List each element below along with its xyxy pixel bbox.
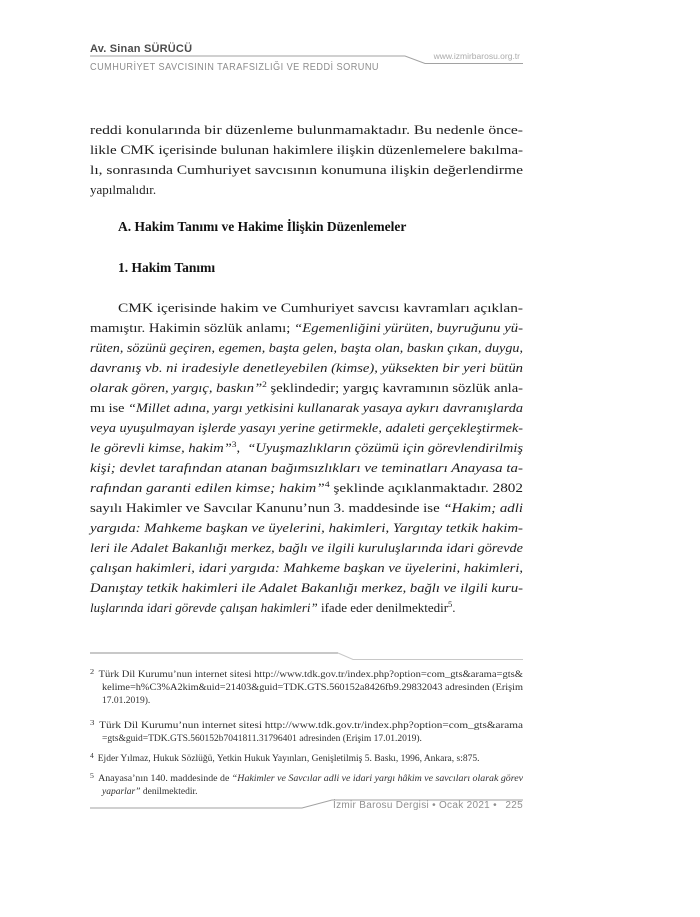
body-line-text [90, 180, 156, 200]
text-run: Danıştay tetkik hakimleri ile Adalet Bakanlığı merkez, bağlı ve ilgili kuru- [90, 580, 523, 595]
text-run: yaparlar” [102, 787, 141, 797]
text-run: rüten, sözünü geçiren, egemen, başta gelen, başta olan, baskın çıkan, duygu, [90, 340, 523, 355]
text-run: lı, sonrasında Cumhuriyet savcısının konumuna ilişkin değerlendirme [90, 162, 523, 177]
body-line-text [90, 160, 523, 180]
body-line-text [90, 398, 523, 418]
body-line [90, 578, 523, 598]
footnote-line [90, 773, 523, 786]
footnote-ref: 2 [262, 379, 267, 389]
footnote-ref: 5 [448, 599, 453, 609]
body-line-text [90, 458, 523, 478]
text-run: kişi; devlet tarafından atanan bağımsızlıkları ve teminatları Anayasa ta- [90, 460, 523, 475]
text-run: şeklindedir; yargıç kavramının sözlük anla- [266, 380, 523, 395]
body-line [90, 518, 523, 538]
journal-name: İzmir Barosu Dergisi • Ocak 2021 • [333, 800, 497, 811]
text-run: luşlarında idari görevde çalışan hakimleri” [90, 600, 318, 615]
footnotes-section [90, 669, 523, 799]
body-line [90, 160, 523, 180]
page-footer [333, 800, 523, 811]
body-line-text [90, 358, 523, 378]
text-run: Türk Dil Kurumu’nun internet sitesi http://www.tdk.gov.tr/index.php?option=com_gts&arama [99, 721, 524, 731]
text-run: likle CMK içerisinde bulunan hakimlere ilişkin düzenlemelere bakılma- [90, 142, 523, 157]
body-line [90, 298, 523, 318]
text-run: reddi konularında bir düzenleme bulunmamaktadır. Bu nedenle önce- [90, 122, 523, 137]
text-run: olarak gören, yargıç, baskın” [90, 380, 263, 395]
body-line-text [90, 498, 523, 518]
body-line-text [90, 378, 523, 398]
body-line-text [118, 298, 523, 318]
body-line-text [90, 120, 523, 140]
body-line-text [90, 578, 523, 598]
footnote-number: 5 [90, 771, 94, 780]
text-run: denilmektedir. [140, 787, 198, 797]
body-line-text [90, 438, 523, 458]
footnote-line [90, 753, 523, 766]
text-run: , [236, 440, 248, 455]
body-line [90, 558, 523, 578]
body-line-text [90, 518, 523, 538]
text-run: veya uyuşulmayan işlerde yasayı yerine getirmekle, adaleti gerçekleştirmek- [90, 420, 523, 435]
website-url: www.izmirbarosu.org.tr [433, 51, 520, 61]
footnote-line-text [90, 773, 523, 786]
text-run: 17.01.2019). [102, 696, 151, 706]
footnote-ref: 3 [231, 439, 237, 449]
text-run: CMK içerisinde hakim ve Cumhuriyet savcısı kavramları açıklan- [118, 300, 523, 315]
body-line-text [90, 558, 523, 578]
text-run: Türk Dil Kurumu’nun internet sitesi http://www.tdk.gov.tr/index.php?option=com_gts&arama=gts& [98, 670, 523, 680]
body-line-text [90, 478, 523, 498]
text-run: davranış vb. ni iradesiyle denetleyebilen (kimse), yüksekten bir yeri bütün [90, 360, 523, 375]
section-heading: A. Hakim Tanımı ve Hakime İlişkin Düzenlemeler [118, 219, 407, 234]
body-line [90, 140, 523, 160]
footnote-line [90, 669, 523, 682]
body-line [90, 438, 523, 458]
body-line [90, 458, 523, 478]
article-body [90, 120, 523, 618]
text-run: le görevli kimse, hakim” [90, 440, 232, 455]
article-title [90, 62, 379, 75]
body-line [90, 538, 523, 558]
body-line [90, 398, 523, 418]
footnote-line [90, 720, 523, 733]
body-line [90, 598, 523, 618]
body-line-text [90, 338, 523, 358]
body-line [90, 180, 523, 200]
footnote [90, 753, 523, 766]
footnote-number: 4 [90, 751, 94, 760]
footnote [90, 720, 523, 746]
text-run: kelime=h%C3%A2kim&uid=21403&guid=TDK.GTS.560152a8426fb9.29832043 adresinden (Erişim [102, 683, 523, 693]
body-line-text [90, 318, 523, 338]
footnote-number: 2 [90, 667, 95, 676]
body-line-text [90, 598, 456, 618]
text-run: leri ile Adalet Bakanlığı merkez, bağlı ve ilgili kuruluşlarında idari görevde [90, 540, 523, 555]
text-run: sayılı Hakimler ve Savcılar Kanunu’nun 3. maddesinde ise [90, 500, 444, 515]
footnote-rule [90, 651, 523, 663]
text-run: şeklinde açıklanmaktadır. 2802 [329, 480, 523, 495]
body-paragraph [90, 298, 523, 618]
text-run: “Uyuşmazlıkların çözümü için görevlendirilmiş [247, 440, 523, 455]
body-line-text [90, 140, 523, 160]
body-line [90, 478, 523, 498]
footnote-line-text [90, 669, 523, 682]
footnote-line-text [102, 695, 150, 708]
text-run: “Egemenliğini yürüten, buyruğunu yü- [294, 320, 523, 335]
text-run: rafından garanti edilen kimse; hakim” [90, 480, 325, 495]
article-title-text: CUMHURİYET SAVCISININ TARAFSIZLIĞI VE REDDİ SORUNU [90, 62, 379, 73]
text-run: . [452, 600, 456, 615]
text-run: ifade eder denilmektedir [317, 600, 449, 615]
footnote-line [90, 695, 523, 708]
body-line [90, 378, 523, 398]
footnote-line-text [102, 682, 523, 695]
text-run: “Millet adına, yargı yetkisini kullanarak yasaya aykırı davranışlarda [128, 400, 524, 415]
body-line [90, 418, 523, 438]
body-line [90, 120, 523, 140]
footnote-line-text [90, 753, 480, 766]
text-run: Anayasa’nın 140. maddesinde de [98, 774, 232, 784]
footnote-ref: 4 [324, 479, 330, 489]
text-run: “Hakim; adli [443, 500, 523, 515]
body-paragraph [90, 120, 523, 200]
footnote-line-text [102, 733, 422, 746]
body-line [90, 498, 523, 518]
body-line [90, 338, 523, 358]
footnote-number: 3 [90, 718, 95, 727]
footnote-line-text [90, 720, 523, 733]
footnote-line [90, 682, 523, 695]
footnote [90, 669, 523, 708]
text-run: çalışan hakimleri, idari yargıda: Mahkeme başkan ve üyelerini, hakimleri, [90, 560, 523, 575]
text-run: yapılmalıdır. [90, 182, 157, 197]
body-line [90, 318, 523, 338]
footnote-line [90, 733, 523, 746]
text-run: mamıştır. Hakimin sözlük anlamı; [90, 320, 295, 335]
text-run: mı ise [90, 400, 129, 415]
section-heading: 1. Hakim Tanımı [118, 260, 216, 275]
text-run: Ejder Yılmaz, Hukuk Sözlüğü, Yetkin Hukuk Yayınları, Genişletilmiş 5. Baskı, 1996, Ankara, s:875. [97, 754, 480, 764]
page-number: 225 [505, 800, 523, 811]
text-run: yargıda: Mahkeme başkan ve üyelerini, hakimleri, Yargıtay tetkik hakim- [90, 520, 523, 535]
author-name: Av. Sinan SÜRÜCÜ [90, 43, 193, 55]
text-run: “Hakimler ve Savcılar adli ve idari yargı hâkim ve savcıları olarak görev [231, 774, 523, 784]
text-run: =gts&guid=TDK.GTS.560152b7041811.31796401 adresinden (Erişim 17.01.2019). [102, 734, 422, 744]
body-line [90, 358, 523, 378]
body-line-text [90, 538, 523, 558]
body-line-text [90, 418, 523, 438]
